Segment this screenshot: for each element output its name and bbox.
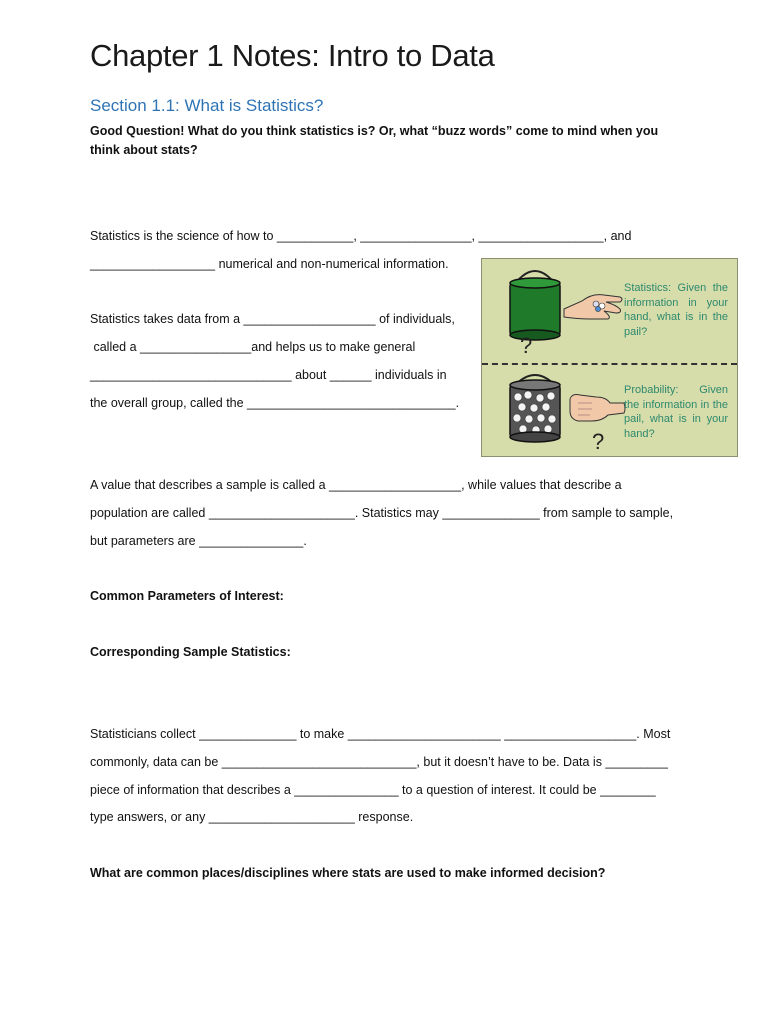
stats-heading: Corresponding Sample Statistics: [90, 645, 291, 659]
disciplines-question: What are common places/disciplines where stats are used to make informed decision? [90, 866, 606, 880]
question-mark-bottom: ? [592, 429, 605, 454]
fill-line-11: commonly, data can be ____________________________, but it doesn’t have to be. Data is _________ [90, 755, 669, 769]
dashed-divider [482, 363, 737, 365]
fill-line-2: __________________ numerical and non-numerical information. [90, 257, 449, 271]
closed-hand-icon [566, 391, 626, 427]
green-pail-icon [500, 261, 570, 361]
statistics-caption: Statistics: Given the information in your hand, what is in the pail? [624, 282, 728, 338]
open-hand-icon [562, 287, 626, 327]
question-mark-top: ? [520, 333, 533, 358]
fill-line-3: Statistics takes data from a ___________________ of individuals, [90, 312, 455, 326]
fill-line-10: Statisticians collect ______________ to make ______________________ ___________________. Most [90, 727, 671, 741]
page-title: Chapter 1 Notes: Intro to Data [90, 38, 495, 73]
fill-line-5: _____________________________ about ______ individuals in [90, 368, 447, 382]
intro-question: Good Question! What do you think statistics is? Or, what “buzz words” come to mind when you think about stats? [90, 124, 659, 157]
fill-line-4: called a ________________and helps us to make general [90, 340, 416, 354]
statistics-probability-figure [481, 258, 738, 457]
section-heading: Section 1.1: What is Statistics? [90, 96, 324, 115]
fill-line-9: but parameters are _______________. [90, 534, 307, 548]
fill-line-7: A value that describes a sample is called a ___________________, while values that describe a [90, 478, 622, 492]
fill-line-12: piece of information that describes a _______________ to a question of interest. It could be ________ [90, 783, 656, 797]
bead-pail-icon [500, 367, 570, 453]
fill-line-13: type answers, or any _____________________ response. [90, 810, 414, 824]
fill-line-1: Statistics is the science of how to ___________, ________________, __________________, and [90, 229, 632, 243]
fill-line-6: the overall group, called the ______________________________. [90, 396, 460, 410]
fill-line-8: population are called _____________________. Statistics may ______________ from sample to sample, [90, 506, 674, 520]
params-heading: Common Parameters of Interest: [90, 589, 284, 603]
probability-caption: Probability: Given the information in the pail, what is in your hand? [624, 384, 728, 440]
